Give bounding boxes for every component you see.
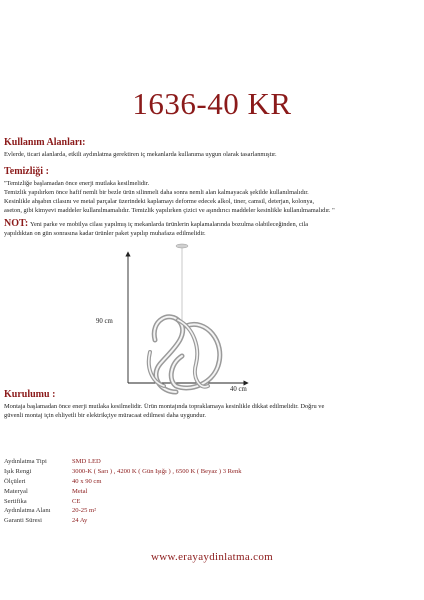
installation-line: güvenli montaj için ehliyetli bir elektrikçiye müracaat edilmesi daha uygundur. <box>4 412 206 419</box>
installation-line: Montaja başlamadan önce enerji mutlaka kesilmelidir. Ürün montajında topraklamaya kesinlikle dikkat edilmelidir. Doğru ve <box>4 403 325 410</box>
spec-value: 24 Ay <box>72 517 88 525</box>
spec-table <box>4 458 384 527</box>
spec-label: Işık Rengi <box>4 467 32 475</box>
spec-value: Metal <box>72 487 88 495</box>
installation-heading: Kurulumu : <box>4 389 56 400</box>
spec-row <box>4 488 384 498</box>
spec-label: Sertifika <box>4 497 27 505</box>
spec-label: Garanti Süresi <box>4 517 42 525</box>
note-heading: NOT: <box>4 218 29 229</box>
spec-row <box>4 517 384 527</box>
cleaning-line: Temizlik yapılırken önce hafif nemli bir bezle ürün silinmeli daha sonra nemli alan kalmayacak şekilde kullanılmalıdır. <box>4 189 309 196</box>
ceiling-canopy <box>176 244 188 248</box>
note-line: yapıldıktan on gün sonrasına kadar ürünler paket yapılıp muhafaza edilmelidir. <box>4 230 206 237</box>
usage-heading: Kullanım Alanları: <box>4 137 86 148</box>
lamp-rings <box>149 317 220 392</box>
note-line: Yeni parke ve mobilya cilası yapılmış iç mekanlarda ürünlerin kaplamalarında bozulma olabileceğinden, cila <box>30 221 309 228</box>
cleaning-line: Kesinlikle ahşabın cilasını ve metal parçalar üzerindeki kaplamayı deforme edecek alkol, tiner, camsil, deterjan, kolonya, <box>4 198 315 205</box>
product-title: 1636-40 KR <box>132 86 292 121</box>
spec-value: 40 x 90 cm <box>72 477 102 485</box>
spec-label: Materyal <box>4 487 28 495</box>
width-dimension-label: 40 cm <box>230 386 247 393</box>
usage-text: Evlerde, ticari alanlarda, etkili aydınlatma gerektiren iç mekanlarda kullanıma uygun olarak tasarlanmıştır. <box>4 151 277 158</box>
website-link[interactable]: www.erayaydinlatma.com <box>151 551 273 563</box>
cleaning-heading: Temizliği : <box>4 166 49 177</box>
spec-row <box>4 498 384 508</box>
spec-label: Aydınlatma Tipi <box>4 458 47 465</box>
spec-value: CE <box>72 497 81 505</box>
cleaning-line: aseton, gibi kimyevi maddeler kullanılmamalıdır. Temizlik yapılırken çizici ve aşındırıcı maddeler kesinlikle kullanılmamalıdır. " <box>4 207 335 214</box>
spec-row <box>4 507 384 517</box>
spec-row <box>4 478 384 488</box>
cleaning-line: "Temizliğe başlamadan önce enerji mutlaka kesilmelidir. <box>4 180 150 187</box>
spec-row <box>4 458 384 468</box>
spec-value: 20-25 m² <box>72 507 97 515</box>
spec-label: Aydınlatma Alanı <box>4 507 51 515</box>
spec-value: 3000-K ( Sarı ) , 4200 K ( Gün Işığı ) , 6500 K ( Beyaz ) 3 Renk <box>72 467 242 475</box>
spec-value: SMD LED <box>72 458 101 465</box>
height-dimension-label: 90 cm <box>96 318 113 325</box>
spec-label: Ölçüleri <box>4 477 26 485</box>
spec-row <box>4 468 384 478</box>
